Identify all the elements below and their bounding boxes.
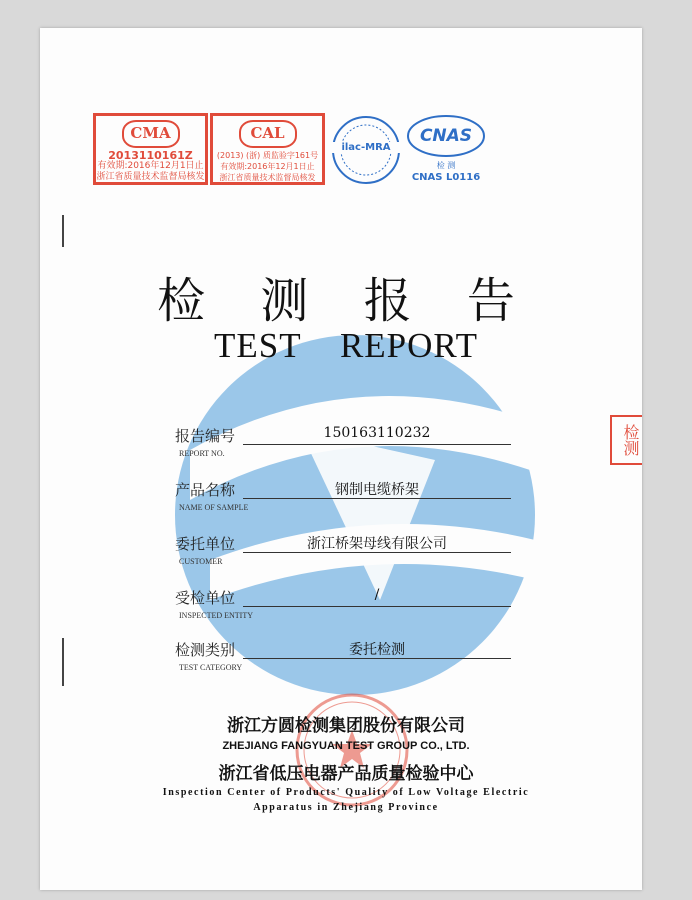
cnas-code: CNAS L0116 (411, 172, 481, 183)
title-english: TEST REPORT (213, 326, 479, 365)
cal-validity: 有效期:2016年12月1日止 (220, 162, 315, 171)
side-seal: 检测 (610, 415, 642, 465)
center-name-en-line2: Apparatus in Zhejiang Province (253, 802, 439, 813)
cma-issuer: 浙江省质量技术监督局核发 (96, 172, 205, 182)
cnas-sub: 检 测 (436, 161, 456, 170)
cma-number: 2013110161Z (108, 149, 193, 162)
field-value: 委托检测 (349, 642, 405, 658)
cnas-logo (406, 114, 486, 188)
cal-issuer: 浙江省质量技术监督局核发 (219, 173, 316, 182)
center-name-cn: 浙江省低压电器产品质量检验中心 (218, 764, 474, 784)
field-value: 钢制电缆桥架 (335, 482, 419, 498)
cal-stamp (210, 113, 325, 185)
field-label-en: INSPECTED ENTITY (179, 611, 253, 620)
title-chinese: 检 测 报 告 (157, 273, 535, 329)
ilac-mra-logo (330, 114, 402, 186)
field-label-cn: 报告编号 (175, 427, 236, 445)
field-underline (243, 552, 511, 553)
cma-stamp (93, 113, 208, 185)
field-label-en: REPORT NO. (179, 449, 225, 458)
field-underline (243, 658, 511, 659)
org-name-en: ZHEJIANG FANGYUAN TEST GROUP CO., LTD. (222, 740, 470, 752)
cma-logo: CMA (122, 120, 180, 148)
field-value: 150163110232 (323, 425, 431, 441)
center-name-en-line1: Inspection Center of Products' Quality of Low Voltage Electric (162, 787, 530, 798)
field-label-cn: 受检单位 (175, 589, 236, 607)
field-label-cn: 产品名称 (175, 481, 236, 499)
cal-logo: CAL (239, 120, 297, 148)
field-label-cn: 检测类别 (175, 641, 236, 659)
field-underline (243, 498, 511, 499)
org-name-cn: 浙江方圆检测集团股份有限公司 (227, 716, 465, 736)
field-label-en: TEST CATEGORY (179, 663, 243, 672)
ilac-mra-label: ilac-MRA (330, 142, 402, 153)
binding-mark-bottom (62, 638, 64, 686)
field-label-cn: 委托单位 (175, 535, 236, 553)
field-underline (243, 444, 511, 445)
field-label-en: NAME OF SAMPLE (179, 503, 249, 512)
cal-number: (2013) (浙) 质监验字161号 (216, 151, 319, 160)
field-value: 浙江桥架母线有限公司 (307, 536, 447, 552)
field-value: / (374, 587, 380, 603)
field-underline (243, 606, 511, 607)
cnas-label: CNAS (419, 126, 473, 146)
field-label-en: CUSTOMER (179, 557, 223, 566)
cma-validity: 有效期:2016年12月1日止 (97, 161, 204, 171)
binding-mark-top (62, 215, 64, 247)
